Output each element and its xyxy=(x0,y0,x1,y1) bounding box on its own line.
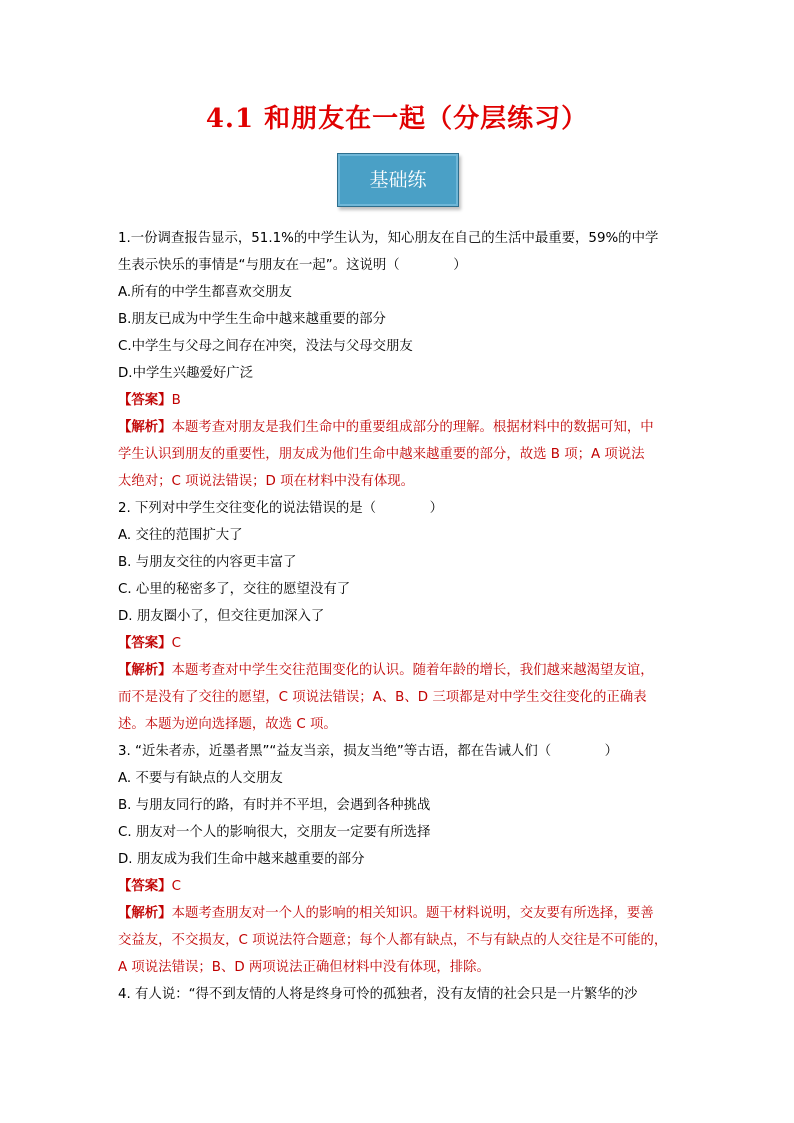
analysis-line: 述。本题为逆向选择题，故选 C 项。 xyxy=(118,717,337,732)
question-line: A. 不要与有缺点的人交朋友 xyxy=(118,771,283,786)
answer-line xyxy=(118,900,678,927)
answer-text: B xyxy=(171,393,181,408)
answer-label: 【答案】 xyxy=(118,879,172,894)
question-line: 4. 有人说：“得不到友情的人将是终身可怜的孤独者，没有友情的社会只是一片繁华的沙 xyxy=(118,987,638,1002)
question-line: 生表示快乐的事情是“与朋友在一起”。这说明（ ） xyxy=(118,258,467,273)
answer-label: 【解析】 xyxy=(118,420,172,435)
answer-label: 【解析】 xyxy=(118,906,172,921)
question-line: C. 朋友对一个人的影响很大，交朋友一定要有所选择 xyxy=(118,825,431,840)
answer-line xyxy=(118,873,678,900)
answer-label: 【答案】 xyxy=(118,636,172,651)
answer-text: C xyxy=(171,879,181,894)
answer-text: 本题考查对朋友是我们生命中的重要组成部分的理解。根据材料中的数据可知，中 xyxy=(171,420,654,435)
answer-line xyxy=(118,657,678,684)
answer-text: 本题考查朋友对一个人的影响的相关知识。题干材料说明，交友要有所选择，要善 xyxy=(171,906,654,921)
answer-text: 本题考查对中学生交往范围变化的认识。随着年龄的增长，我们越来越渴望友谊， xyxy=(171,663,654,678)
analysis-line: 交益友，不交损友，C 项说法符合题意；每个人都有缺点，不与有缺点的人交往是不可能的， xyxy=(118,933,668,948)
answer-line xyxy=(118,387,678,414)
question-line: B.朋友已成为中学生生命中越来越重要的部分 xyxy=(118,312,386,327)
answer-line xyxy=(118,630,678,657)
analysis-line: 而不是没有了交往的愿望，C 项说法错误；A、B、D 三项都是对中学生交往变化的正确表 xyxy=(118,690,647,705)
question-line: C.中学生与父母之间存在冲突，没法与父母交朋友 xyxy=(118,339,413,354)
answer-line xyxy=(118,414,678,441)
analysis-line: 学生认识到朋友的重要性，朋友成为他们生命中越来越重要的部分，故选 B 项；A 项说法 xyxy=(118,447,645,462)
question-line: D. 朋友圈小了，但交往更加深入了 xyxy=(118,609,325,624)
question-content xyxy=(118,225,678,1008)
question-line: D.中学生兴趣爱好广泛 xyxy=(118,366,254,381)
question-line: 3. “近朱者赤，近墨者黑”“益友当亲，损友当绝”等古语，都在告诫人们（ ） xyxy=(118,744,619,759)
answer-text: C xyxy=(171,636,181,651)
answer-label: 【解析】 xyxy=(118,663,172,678)
section-badge: 基础练 xyxy=(337,153,459,207)
analysis-line: A 项说法错误；B、D 两项说法正确但材料中没有体现，排除。 xyxy=(118,960,490,975)
question-line: A. 交往的范围扩大了 xyxy=(118,528,243,543)
question-line: 2. 下列对中学生交往变化的说法错误的是（ ） xyxy=(118,501,444,516)
question-line: A.所有的中学生都喜欢交朋友 xyxy=(118,285,292,300)
question-line: B. 与朋友交往的内容更丰富了 xyxy=(118,555,297,570)
analysis-line: 太绝对；C 项说法错误；D 项在材料中没有体现。 xyxy=(118,474,414,489)
question-line: 1.一份调查报告显示，51.1%的中学生认为，知心朋友在自己的生活中最重要，59%的中学 xyxy=(118,231,659,246)
question-line: B. 与朋友同行的路，有时并不平坦，会遇到各种挑战 xyxy=(118,798,431,813)
answer-label: 【答案】 xyxy=(118,393,172,408)
question-line: D. 朋友成为我们生命中越来越重要的部分 xyxy=(118,852,365,867)
page-title: 4.1 和朋友在一起（分层练习） xyxy=(205,104,589,134)
question-line: C. 心里的秘密多了，交往的愿望没有了 xyxy=(118,582,351,597)
